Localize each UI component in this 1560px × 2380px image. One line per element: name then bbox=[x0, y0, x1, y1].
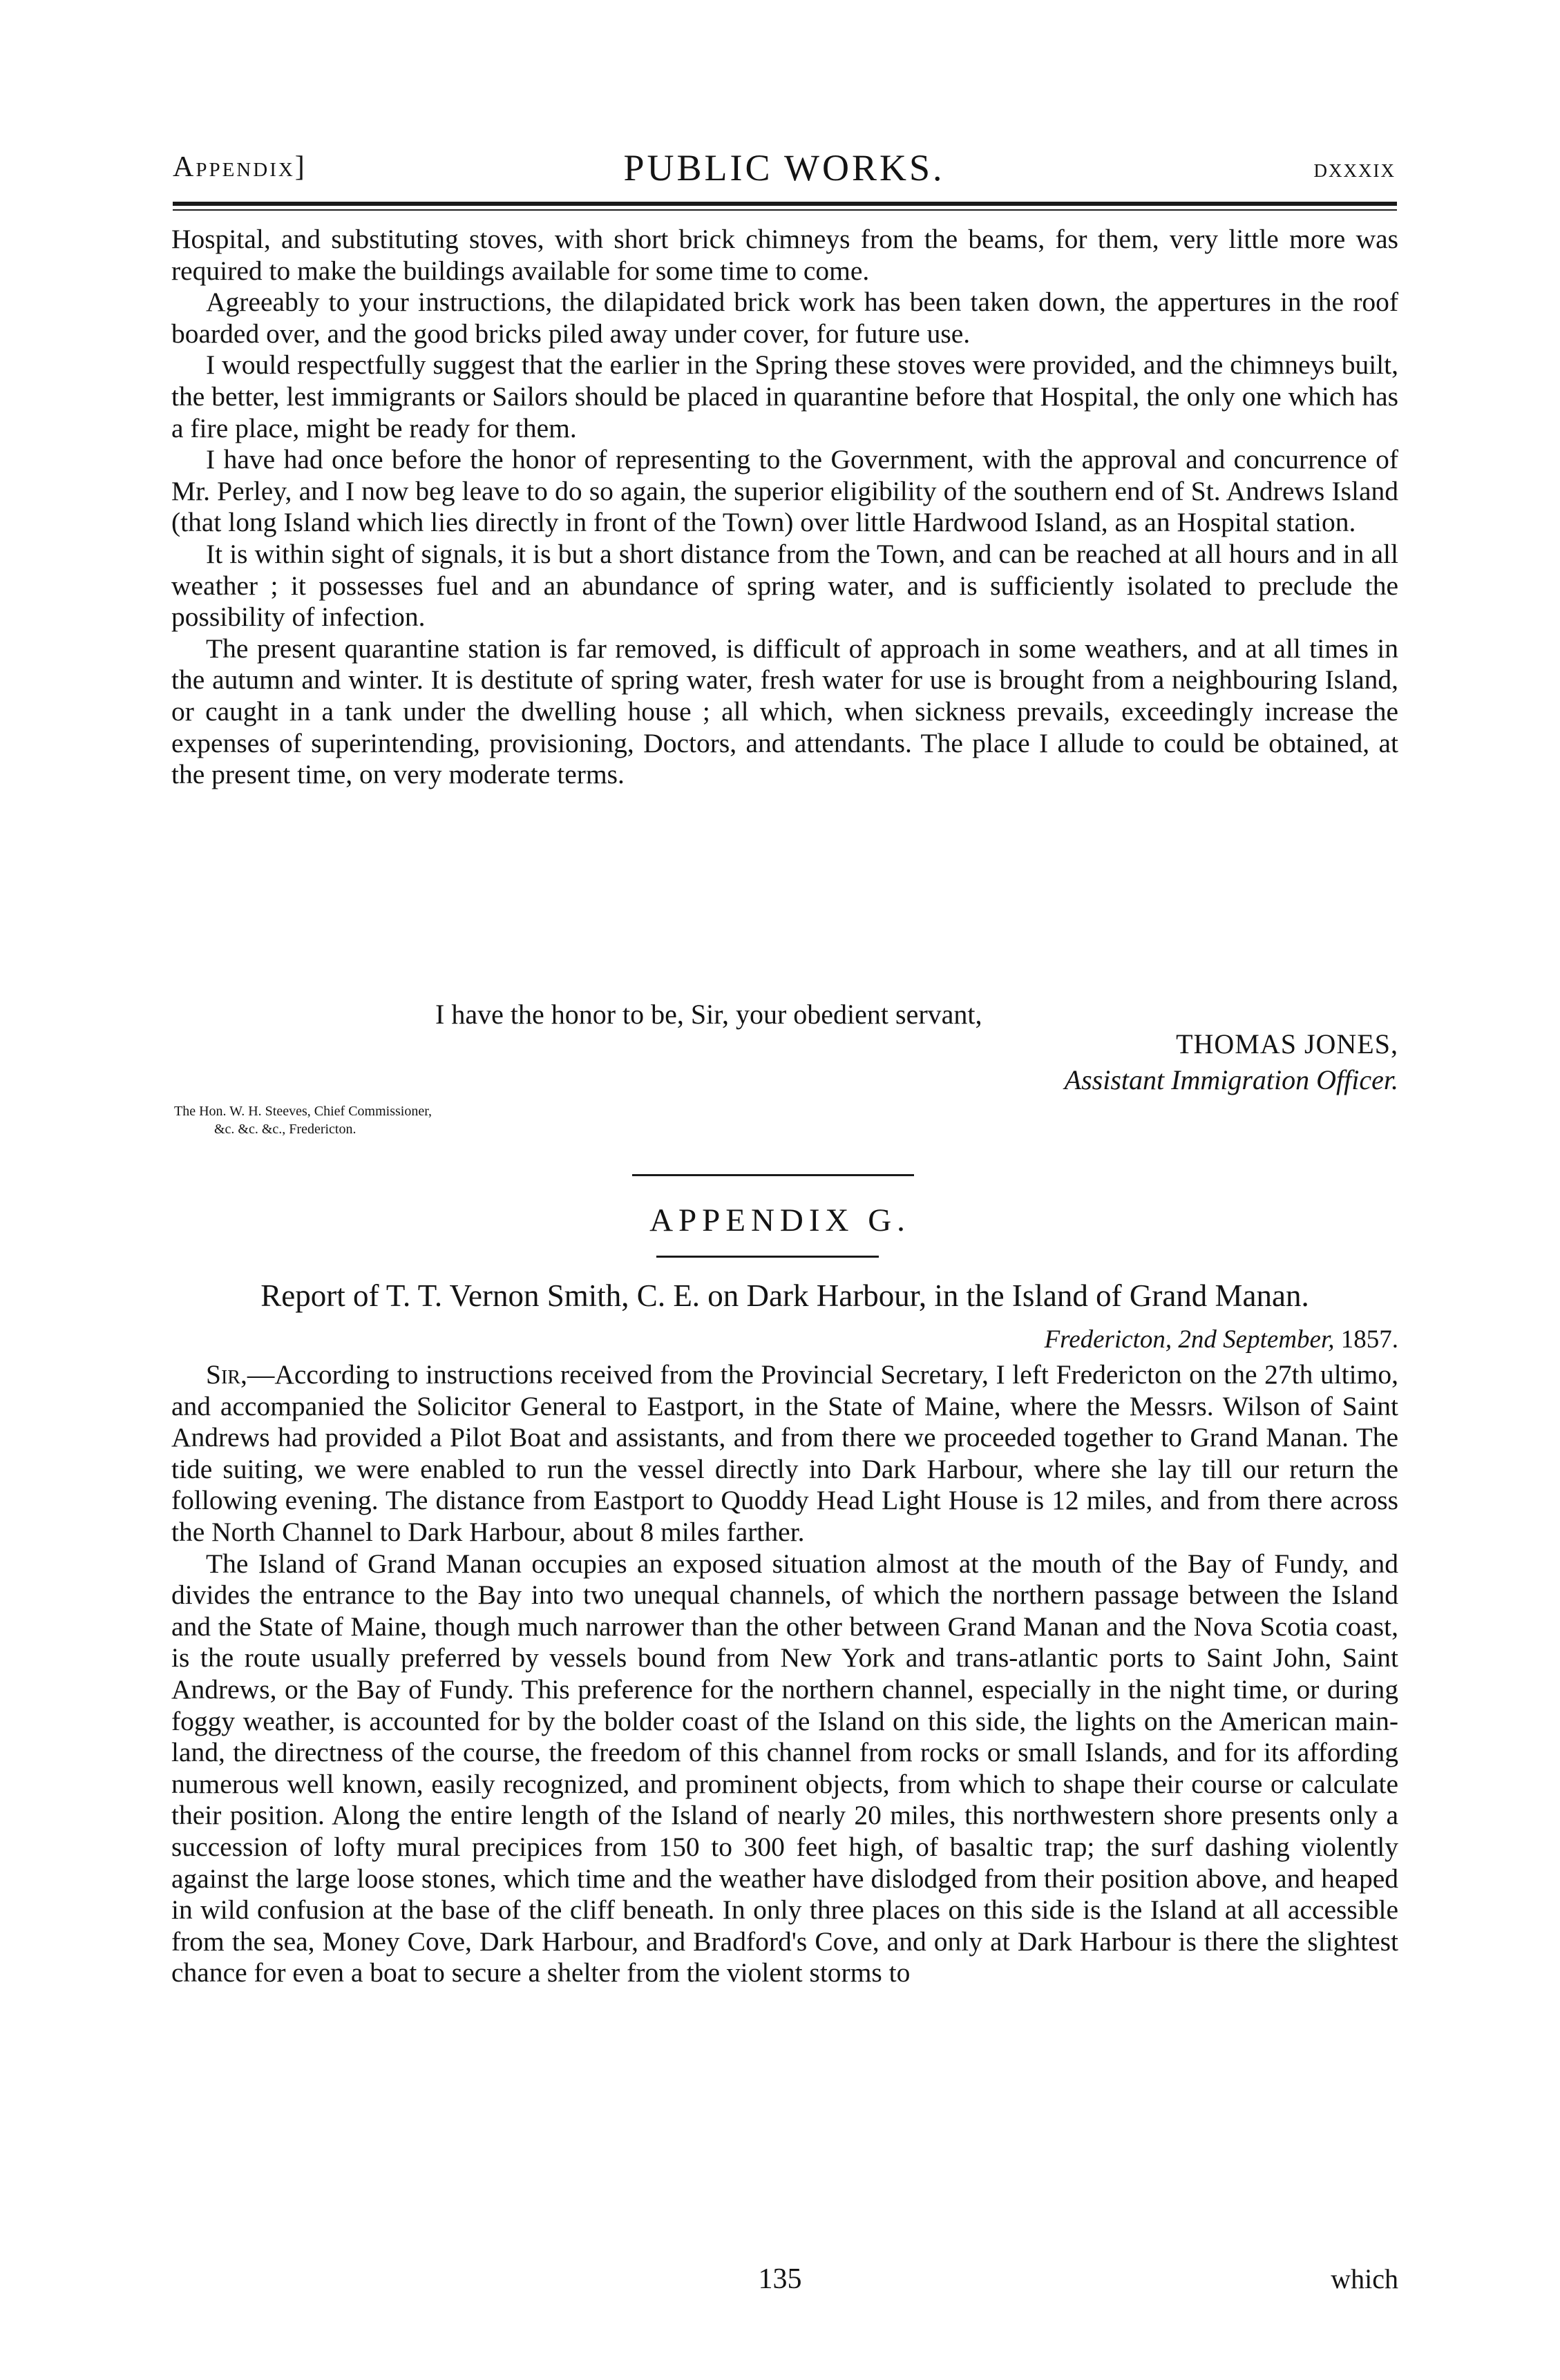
section-divider bbox=[632, 1174, 914, 1176]
report-dateline bbox=[1045, 1325, 1398, 1354]
report-paragraph bbox=[171, 1359, 1398, 1548]
catchword: which bbox=[1331, 2263, 1398, 2294]
letter-paragraph: Agreeably to your instructions, the dilapidated brick work has been taken down, the appertures in the roof boarded over, and the good bricks piled away under cover, for future use. bbox=[171, 287, 1398, 349]
header-section-label: Appendix] bbox=[173, 151, 307, 183]
letter-paragraph: It is within sight of signals, it is but a short distance from the Town, and can be reached at all hours and in all weather ; it possesses fuel and an abundance of spring water, and is sufficiently isolated to preclude the possibility of infection. bbox=[171, 538, 1398, 633]
header-page-numeral: dxxxix bbox=[1313, 154, 1396, 183]
running-header bbox=[173, 147, 1396, 192]
addressee-line: The Hon. W. H. Steeves, Chief Commissioner, bbox=[174, 1104, 432, 1119]
signature-name: THOMAS JONES, bbox=[1176, 1028, 1398, 1059]
report-paragraph-text: —According to instructions received from the Provincial Secretary, I left Fredericton on the 27th ultimo, and accompanied the Solicitor General to Eastport, in the State of Maine, where the Messrs. Wilson of Saint Andrews had provided a Pilot Boat and assistants, and from there we proceeded together to Grand Manan. The tide suiting, we were enabled to run the vessel directly into Dark Harbour, where she lay till our return the following evening. The distance from Eastport to Quoddy Head Light House is 12 miles, and from there across the North Channel to Dark Harbour, about 8 miles farther. bbox=[171, 1359, 1398, 1547]
report-heading: Report of T. T. Vernon Smith, C. E. on Dark Harbour, in the Island of Grand Manan. bbox=[260, 1278, 1309, 1313]
letter-paragraph: I would respectfully suggest that the earlier in the Spring these stoves were provided, and the chimneys built, the better, lest immigrants or Sailors should be placed in quarantine before that Hospital, the only one which has a fire place, might be ready for them. bbox=[171, 349, 1398, 443]
section-divider bbox=[656, 1256, 879, 1258]
page-number: 135 bbox=[758, 2263, 802, 2295]
letter-paragraph: The present quarantine station is far removed, is difficult of approach in some weathers, and at all times in the autumn and winter. It is destitute of spring water, fresh water for use is brought from a neighbouring Island, or caught in a tank under the dwelling house ; all which, when sickness prevails, exceedingly increase the expenses of superintending, provisioning, Doctors, and attendants. The place I allude to could be obtained, at the present time, on very moderate terms. bbox=[171, 633, 1398, 790]
report-paragraph: The Island of Grand Manan occupies an exposed situation almost at the mouth of the Bay of Fundy, and divides the entrance to the Bay into two unequal channels, of which the northern passage between the Island and the State of Maine, though much narrower than the other between Grand Manan and the Nova Scotia coast, is the route usually preferred by vessels bound from New York and trans-atlantic ports to Saint John, Saint Andrews, or the Bay of Fundy. This preference for the northern channel, especially in the night time, or during foggy weather, is accounted for by the bolder coast of the Island on this side, the lights on the American main-land, the directness of the course, the freedom of this channel from rocks or small Islands, and for its affording numerous well known, easily recognized, and prominent objects, from which to shape their course or calculate their position. Along the entire length of the Island of nearly 20 miles, this northwestern shore presents only a succession of lofty mural precipices from 150 to 300 feet high, of basaltic trap; the surf dashing violently against the large loose stones, which time and the weather have dislodged from their position above, and heaped in wild confusion at the base of the cliff beneath. In only three places on this side is the Island at all accessible from the sea, Money Cove, Dark Harbour, and Bradford's Cove, and only at Dark Harbour is there the slightest chance for even a boat to secure a shelter from the violent storms to bbox=[171, 1548, 1398, 1988]
addressee-line: &c. &c. &c., Fredericton. bbox=[214, 1122, 356, 1137]
dateline-year: 1857. bbox=[1340, 1325, 1398, 1354]
letter-closing: I have the honor to be, Sir, your obedient servant, bbox=[435, 999, 982, 1030]
signature-title: Assistant Immigration Officer. bbox=[1064, 1064, 1398, 1095]
header-rule bbox=[173, 202, 1397, 206]
report-body bbox=[171, 1359, 1398, 1989]
header-rule-thin bbox=[173, 209, 1397, 211]
appendix-title: APPENDIX G. bbox=[649, 1202, 911, 1238]
letter-paragraph: Hospital, and substituting stoves, with short brick chimneys from the beams, for them, very little more was required to make the buildings available for some time to come. bbox=[171, 224, 1398, 286]
dateline-place: Fredericton, 2nd September, bbox=[1044, 1325, 1335, 1354]
salutation: Sir, bbox=[206, 1359, 247, 1390]
letter-paragraph: I have had once before the honor of representing to the Government, with the approval and concurrence of Mr. Perley, and I now beg leave to do so again, the superior eligibility of the southern end of St. Andrews Island (that long Island which lies directly in front of the Town) over little Hardwood Island, as an Hospital station. bbox=[171, 444, 1398, 538]
letter-body bbox=[171, 224, 1398, 791]
header-title: PUBLIC WORKS. bbox=[623, 147, 945, 189]
